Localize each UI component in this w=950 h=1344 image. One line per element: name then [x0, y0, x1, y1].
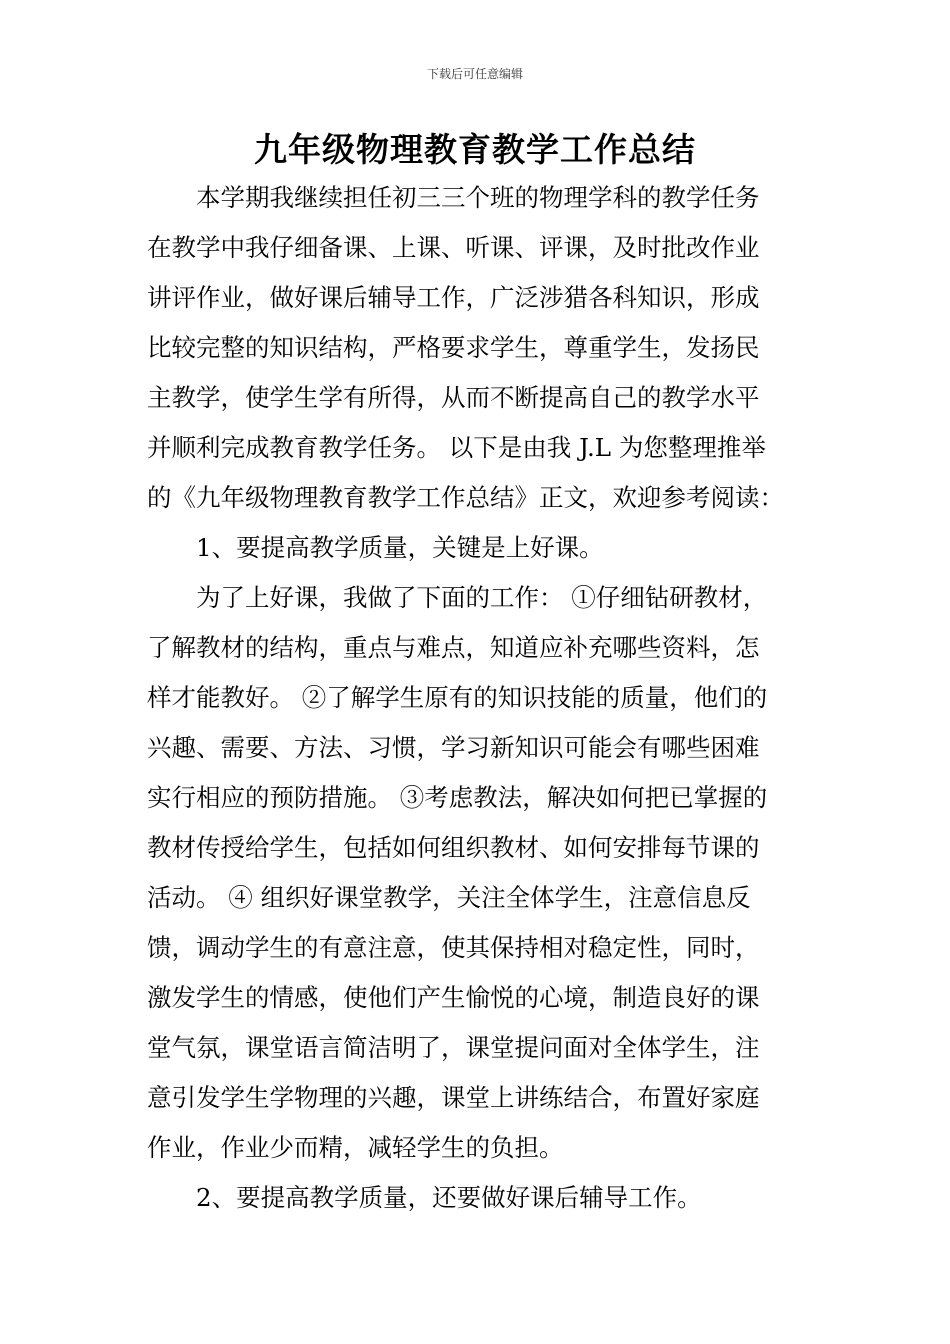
paragraph-line: 比较完整的知识结构，严格要求学生，尊重学生，发扬民 [147, 333, 760, 362]
paragraph-line: 作业，作业少而精，减轻学生的负担。 [147, 1133, 564, 1162]
paragraph-line: 意引发学生学物理的兴趣，课堂上讲练结合，布置好家庭 [147, 1083, 760, 1112]
paragraph-line: 在教学中我仔细备课、上课、听课、评课，及时批改作业 [147, 233, 760, 262]
paragraph-line: 讲评作业，做好课后辅导工作，广泛涉猎各科知识，形成 [147, 283, 760, 312]
section-heading: 1、要提高教学质量，关键是上好课。 [196, 533, 604, 562]
paragraph-line: 主教学，使学生学有所得，从而不断提高自己的教学水平 [147, 383, 760, 412]
paragraph-line: 馈，调动学生的有意注意，使其保持相对稳定性，同时， [147, 933, 760, 962]
section-heading: 2、要提高教学质量，还要做好课后辅导工作。 [196, 1183, 702, 1212]
paragraph-line: 活动。 ④ 组织好课堂教学，关注全体学生，注意信息反 [147, 883, 751, 912]
paragraph-line: 的《九年级物理教育教学工作总结》正文，欢迎参考阅读： [147, 483, 784, 512]
paragraph-line: 本学期我继续担任初三三个班的物理学科的教学任务 [196, 183, 760, 212]
paragraph-line: 堂气氛，课堂语言简洁明了，课堂提问面对全体学生，注 [147, 1033, 760, 1062]
paragraph-line: 实行相应的预防措施。 ③考虑教法，解决如何把已掌握的 [147, 783, 768, 812]
paragraph-line: 教材传授给学生，包括如何组织教材、如何安排每节课的 [147, 833, 760, 862]
paragraph-line: 激发学生的情感，使他们产生愉悦的心境，制造良好的课 [147, 983, 760, 1012]
document-title: 九年级物理教育教学工作总结 [254, 130, 696, 169]
paragraph-line: 兴趣、需要、方法、习惯，学习新知识可能会有哪些困难 [147, 733, 760, 762]
paragraph-line: 样才能教好。 ②了解学生原有的知识技能的质量，他们的 [147, 683, 768, 712]
paragraph-line: 为了上好课，我做了下面的工作： ①仔细钻研教材， [196, 583, 768, 612]
paragraph-line: 了解教材的结构，重点与难点，知道应补充哪些资料，怎 [147, 633, 760, 662]
paragraph-line: 并顺利完成教育教学任务。 以下是由我 J.L 为您整理推举 [147, 433, 766, 462]
header-note: 下载后可任意编辑 [426, 67, 523, 81]
